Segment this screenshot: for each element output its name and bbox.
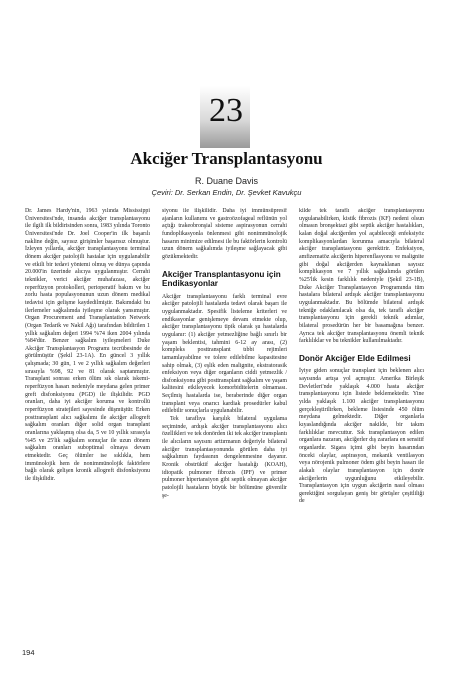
text-column-left <box>25 208 150 648</box>
paragraph: Akciğer transplantasyonu farklı terminal evre akciğer patolojili hastalarda tedavi olarak başarı ile uygulanmaktadır. Spesifik listeleme kriterleri ve endikasyonlar genişlemeye devam etmekte olup, akciğer transplantasyonu tipik olarak şu hastalarda uygulanır: (1) akciğer yetmezliğine bağlı sınırlı bir yaşam beklentisi, tahmini 6-12 ay arası, (2) kompleks posttransplant tıbbi rejimleri tamamlayabilme ve tolere edilebilme kapasitesine sahip olmak, (3) eşlik eden malignite, ekstratorasik enfeksiyon veya diğer organların ciddi yetmezlik / disfonksiyonu gibi posttransplant sağkalım ve yaşam kalitesini etkileyecek komorbiditelerin olmaması. Seçilmiş hastalarda ise, beraberinde diğer organ transplant veya onarıcı kardiak prosedürler kabul edilebilir sonuçlarla uygulanabilir. <box>162 293 287 415</box>
paragraph: Tek taraflıya karşılık bilateral uygulama seçiminde, ardışık akciğer transplantasyonu alıcı özellikleri ve tek donörden iki tek akciğer transplantı ile alıcıların sayısını arttırmanın değeriyle bilateral akciğer transplantasyonunda görülen daha iyi sağkalımın faydasının dengelenmesine dayanır. Kronik obstrüktif akciğer hastalığı (KOAH), idiopatik pulmoner fibrozis (IPF) ve primer pulmoner hipertansiyon gibi septik olmayan akciğer patolojili hastaların büyük bir bölümüne güvenilir şe- <box>162 416 287 499</box>
paragraph: kilde tek taraflı akciğer transplantasyonu uygulanabilirken, kistik fibrozis (KF) nedeni olsun olmasın bronşektazi gibi septik akciğer hastalıkları, kalan doğal akciğerden yol açabileceği enfeksiyöz komplikasyonlardan korunma amacıyla bilateral akciğer transplantasyonu gerektirir. Enfeksiyon, amfizematöz akciğerin hiperenflasyonu ve malignite gibi doğal akciğerden kaynaklanan sayısız komplikasyon ve 7 yıllık sağkalımda görülen %25'lik kesin farklılık nedeniyle (Şekil 23-1B), Duke Akciğer Transplantasyon Programında tüm hastalara bilateral ardışık akciğer transplantasyonu uygulanmaktadır. Bu bölümde bilateral ardışık tekniğe odaklanılacak olsa da, tek taraflı akciğer transplantasyonu için gerekli teknik adımlar, bilateral prosedürün her bir basamağına benzer. Ayrıca tek akciğer transplantasyonu önemli teknik farklılıklar ve bu teknikler kullanılmaktadır. <box>299 208 424 345</box>
page-number: 194 <box>22 648 35 657</box>
chapter-translators: Çeviri: Dr. Serkan Endin, Dr. Şevket Kavukçu <box>151 188 302 197</box>
paragraph: İyiye giden sonuçlar transplant için beklenen alıcı sayısında artışa yol açmıştır. Amerika Birleşik Devletleri'nde yaklaşık 4.000 hasta akciğer transplantasyonu için listede beklemektedir. Yine yılda yaklaşık 1.100 akciğer transplantasyonu gerçekleştirilirken, bekleme listesinde 450 ölüm meydana gelmektedir. Diğer organlarla kıyaslandığında akciğer nakilde, bir takım farklılıklar mevcuttur. Sık transplantasyon edilen organlara nazaran, akciğerler dış zararlara en sensitif organlardır. Sigara içimi gibi beyin hasarından önceki olaylar, aspirasyon, mekanik ventilasyon veya nörojenik pulmoner ödem gibi beyin hasarı ile alakalı olaylar transplantasyon için donör akciğerlerin uygunluğunu etkileyebilir. Transplantasyon için uygun akciğerin nasıl olması gerektiğini sorgulayan geniş bir görüşler çeşitliliği de <box>299 368 424 505</box>
text-column-middle <box>162 208 287 648</box>
text-column-right <box>299 208 424 648</box>
paragraph: Dr. James Hardy'nin, 1963 yılında Mississippi Üniversitesi'nde, insanda akciğer transplantasyonu ile ilgili ilk bildirisinden sonra, 1983 yılında Toronto Üniversitesi'nde Dr. Joel Cooper'in ilk başarılı nakline değin, sayısız girişimler başarısız olmuştur. İzleyen yıllarda, akciğer transplantasyonu terminal dönem akciğer patolojili hastalar için uygulanabilir ve etkili bir tedavi yöntemi olmuş ve dünya çapında 20.000'in üzerinde alıcıya uygulanmıştır. Cerrahi teknikler, verici akciğer muhafazası, akciğer reperfüzyon protokolleri, perioperatif bakım ve bu zorlu hasta populasyonunun uzun dönem medikal tedavisi için gelişme kaydedilmiştir. Bakımdaki bu ilerlemeler sağkalımda iyileşme olarak yansımıştır. Organ Procurement and Transplantation Network (Organ Tedarik ve Nakil Ağı) tarafından bildirilen 1 yıllık sağkalım değeri 1994 %74 iken 2004 yılında %84'dür. Benzer sağkalım iyileşmeleri Duke Akciğer Transplantasyon Programı tecrübesinde de görülmüştür (Şekil 23-1A). En güncel 3 yıllık çalışmada; 30 gün, 1 ve 2 yıllık sağkalım değerleri sırasıyla %98, 92 ve 81 olarak saptanmıştır. Transplant sonrası erken ölüm sık olarak iskemi-reperfüzyon hasarı nedeniyle meydana gelen primer greft disfonksiyonu (PGD) ile ilişkilidir. PGD oranları, daha iyi akciğer koruma ve kontrollü reperfüzyon stratejileri sayesinde düşmüştür. Erken posttransplant alıcı sağkalımı ile akciğer allogreft sağkalım oranları diğer solid organ transplant oranlarına yaklaşmış olsa da, 5 ve 10 yıllık sırasıyla %45 ve 25'lik sağkalım sonuçlar ile uzun dönem sağkalım oranları suboptimal olmaya devam etmektedir. Geç ölümler ise sıklıkla, hem immünolojik hem de nonimmünolojik faktörlere bağlı olarak gelişen kronik allogreft disfonksiyonu ile ilişkilidir. <box>25 208 150 482</box>
chapter-number: 23 <box>209 92 243 129</box>
paragraph: siyonu ile ilişkilidir. Daha iyi immünsüpresif ajanların kullanımı ve gastroözofageal reflünün yol açtığı trakeobronşial sisteme aspirasyonun cerrahi fundoplikasyonla önlenmesi gibi nonimmünolojik hasarın minimize edilmesi ile bu faktörlerin kontrolü uzun dönem sağkalımda iyileşme sağlayacak gibi gözükmektedir. <box>162 208 287 260</box>
section-heading-indications: Akciğer Transplantasyonu için Endikasyonlar <box>162 269 281 289</box>
chapter-author: R. Duane Davis <box>194 176 259 186</box>
chapter-title: Akciğer Transplantasyonu <box>130 149 323 168</box>
section-heading-donor: Donör Akciğer Elde Edilmesi <box>299 353 411 363</box>
